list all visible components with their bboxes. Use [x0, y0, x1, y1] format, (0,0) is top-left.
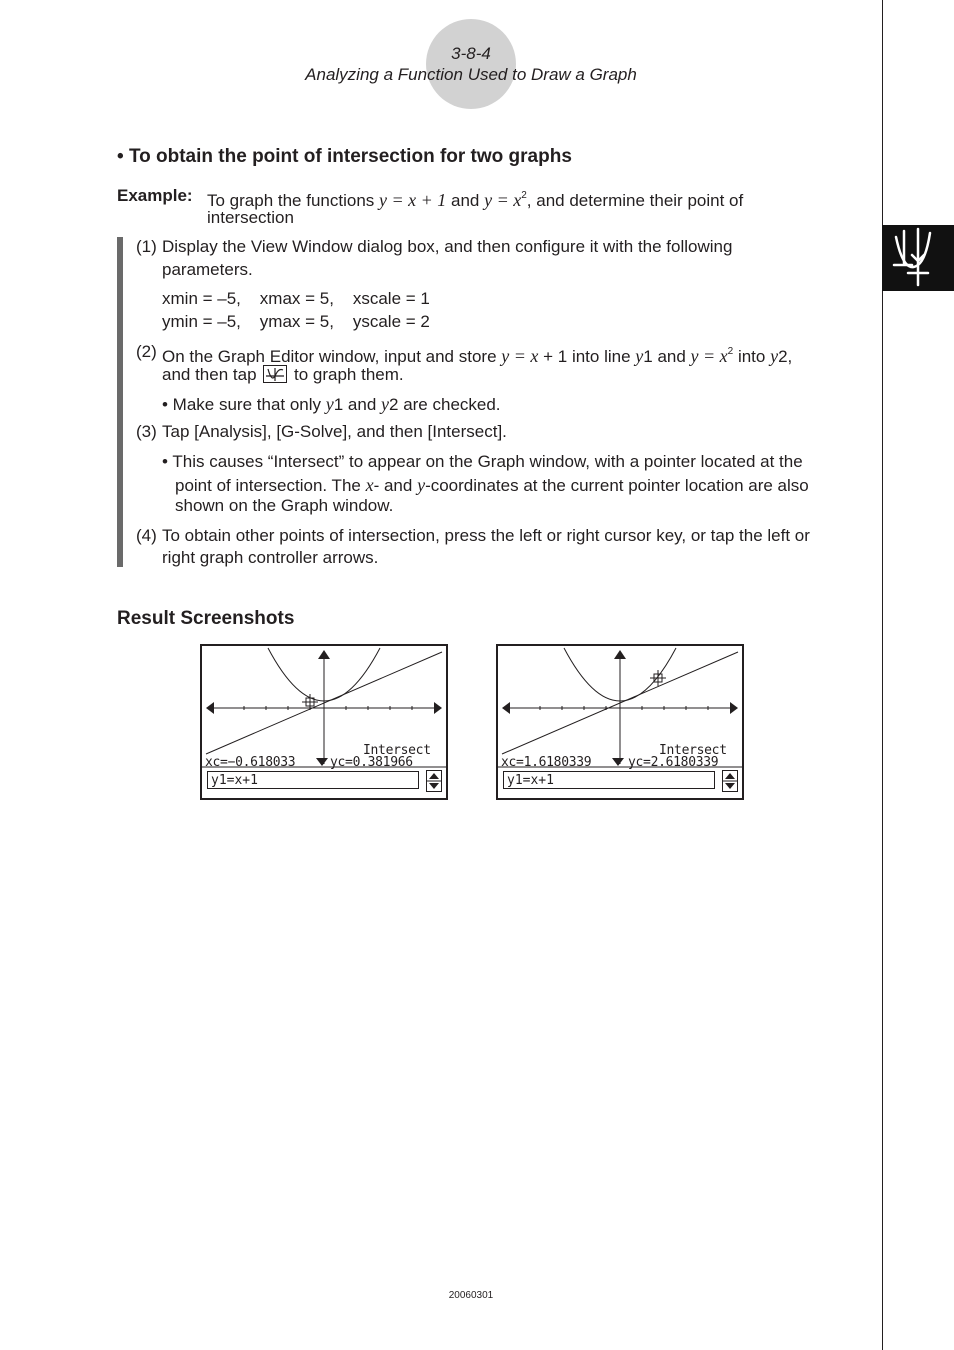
step2-note — [162, 393, 501, 416]
step2-line2-text-a: and then tap — [162, 365, 262, 384]
example-line2: intersection — [207, 208, 294, 227]
step2-note-text-b: 1 and — [333, 395, 382, 414]
step2-line2 — [162, 364, 404, 386]
step2-note-text-a: • Make sure that only — [162, 395, 326, 414]
step4-line2: right graph controller arrows. — [162, 548, 379, 567]
xc-value-1: xc=−0.618033 — [205, 755, 296, 770]
step4-number: (4) — [136, 526, 157, 545]
step2-y2: y — [770, 346, 779, 366]
step1-line1: Display the View Window dialog box, and then configure it with the following — [162, 237, 733, 256]
step3-note-line1: • This causes “Intersect” to appear on the Graph window, with a pointer located at the — [162, 452, 803, 471]
intersect-label-1: Intersect — [363, 743, 431, 758]
step3-number: (3) — [136, 422, 157, 441]
heading-bullet: • — [117, 146, 124, 167]
scroll-arrows-button-2[interactable] — [722, 770, 738, 792]
step2-number: (2) — [136, 342, 157, 361]
chapter-tab — [882, 225, 954, 291]
step2-text-b: + 1 into line — [538, 347, 636, 366]
page-number: 3-8-4 — [451, 44, 491, 63]
example-eq1: y = x + 1 — [379, 190, 447, 210]
results-heading: Result Screenshots — [117, 608, 295, 629]
step3-note-y: y — [417, 475, 426, 495]
step3-note-x: x — [365, 475, 374, 495]
params-row2: ymin = –5, ymax = 5, yscale = 2 — [162, 312, 430, 331]
graph-chapter-icon — [882, 225, 954, 291]
step2-text-d: into — [733, 347, 771, 366]
function-entry-field-1[interactable]: y1=x+1 — [207, 771, 419, 789]
heading-text: To obtain the point of intersection for two graphs — [128, 146, 572, 167]
scroll-arrows-button-1[interactable] — [426, 770, 442, 792]
step3-note-text-b: - and — [373, 476, 418, 495]
step2-exponent: 2 — [727, 346, 734, 357]
step2-note-y2: y — [381, 394, 390, 414]
footer-code: 20060301 — [448, 1290, 494, 1301]
params-row1: xmin = –5, xmax = 5, xscale = 1 — [162, 289, 430, 308]
result-screenshot-1 — [200, 644, 448, 800]
right-margin-rule — [882, 0, 883, 1350]
step2-text-c: 1 and — [643, 347, 691, 366]
example-exponent: 2 — [521, 190, 527, 201]
step2-text-a: On the Graph Editor window, input and store — [162, 347, 502, 366]
steps-side-bar — [117, 237, 123, 567]
example-label: Example: — [117, 186, 193, 205]
example-text-a: To graph the functions — [207, 191, 380, 210]
step3-note-line2 — [175, 474, 809, 497]
step1-number: (1) — [136, 237, 157, 256]
example-eq2: y = x — [484, 190, 522, 210]
example-text-b: , and determine their point of — [526, 191, 744, 210]
result-screenshot-2 — [496, 644, 744, 800]
step2-note-y1: y — [325, 394, 334, 414]
graph-draw-icon — [263, 365, 287, 383]
step2-text-e: 2, — [778, 347, 793, 366]
step2-note-text-c: 2 are checked. — [389, 395, 501, 414]
function-entry-field-2[interactable]: y1=x+1 — [503, 771, 715, 789]
header-circle-decoration — [426, 19, 516, 109]
xc-value-2: xc=1.6180339 — [501, 755, 592, 770]
step1-line2: parameters. — [162, 260, 253, 279]
intersect-label-2: Intersect — [659, 743, 727, 758]
step3-note-text-a: point of intersection. The — [175, 476, 366, 495]
step2-line2-text-b: to graph them. — [289, 365, 404, 384]
yc-value-2: yc=2.6180339 — [628, 755, 719, 770]
step3-note-text-c: -coordinates at the current pointer location are also — [425, 476, 809, 495]
step3-note-line3: shown on the Graph window. — [175, 496, 394, 515]
step2-eq1: y = x — [501, 346, 539, 366]
example-and: and — [446, 191, 485, 210]
yc-value-1: yc=0.381966 — [330, 755, 413, 770]
step3-text: Tap [Analysis], [G-Solve], and then [Intersect]. — [162, 422, 507, 441]
step2-eq2: y = x — [690, 346, 728, 366]
step2-y1: y — [635, 346, 644, 366]
section-heading — [117, 146, 572, 168]
page-title: Analyzing a Function Used to Draw a Graph — [305, 65, 637, 84]
step4-line1: To obtain other points of intersection, press the left or right cursor key, or tap the left or — [162, 526, 810, 545]
